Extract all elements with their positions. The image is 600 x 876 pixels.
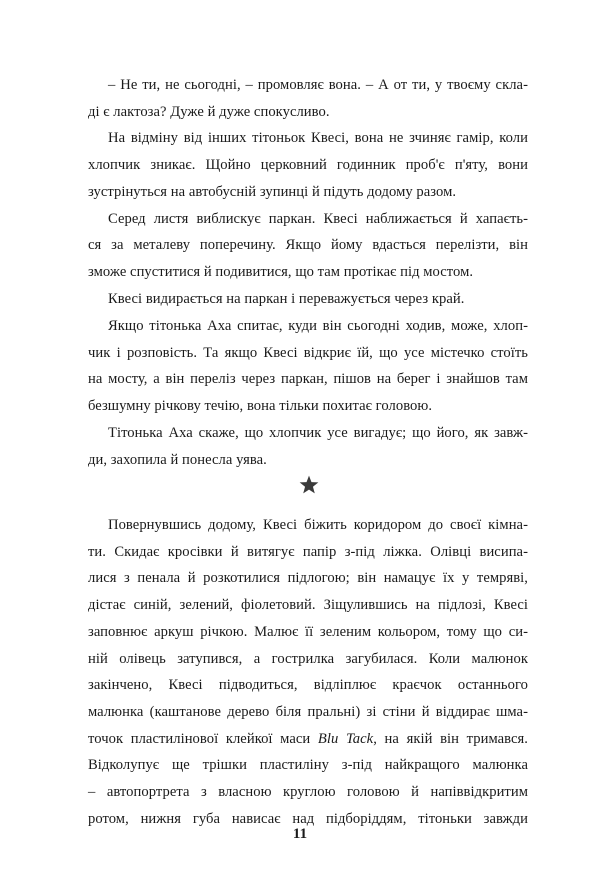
text-line: Квесі видирається на паркан і переважується через край. xyxy=(108,290,465,307)
text-line: Тітонька Аха скаже, що хлопчик усе вигадує; що його, як завж- xyxy=(108,424,528,441)
text-line: ди, захопила й понесла уява. xyxy=(88,451,267,468)
text-line: на мосту, а він переліз через паркан, пішов на берег і знайшов там xyxy=(88,371,528,388)
text-line: На відміну від інших тітоньок Квесі, вона не зчиняє гамір, коли xyxy=(108,130,528,147)
text-line: хлопчик зникає. Щойно церковний годинник проб'є п'яту, вони xyxy=(88,157,528,174)
text-line: ся за металеву поперечину. Якщо йому вдасться перелізти, він xyxy=(88,237,528,254)
text-line: ді є лактоза? Дуже й дуже спокусливо. xyxy=(88,103,330,120)
text-line: – Не ти, не сьогодні, – промовляє вона. – А от ти, у твоєму скла- xyxy=(108,77,528,93)
text-line: закінчено, Квесі підводиться, відліплює краєчок останнього xyxy=(88,677,528,694)
italic-term: Blu Tack xyxy=(317,730,374,747)
text-line: ти. Скидає кросівки й витягує папір з-під ліжка. Олівці висипа- xyxy=(88,543,528,560)
text-line: чик і розповість. Та якщо Квесі відкриє їй, що усе містечко стоїть xyxy=(88,344,528,361)
text-segment: точок пластилінової клейкої маси xyxy=(88,730,318,747)
text-line: заповнює аркуш річкою. Малює її зеленим кольором, тому що си- xyxy=(88,623,528,640)
text-line: ротом, нижня губа нависає над підборіддям, тітоньки завжди xyxy=(88,810,528,827)
text-line: Повернувшись додому, Квесі біжить коридором до своєї кімна- xyxy=(108,517,528,533)
text-line-italic-mixed xyxy=(88,726,528,753)
text-line: дістає синій, зелений, фіолетовий. Зіщулившись на підлозі, Квесі xyxy=(88,597,528,614)
text-line: – автопортрета з власною круглою головою й напіввідкритим xyxy=(88,784,528,801)
text-line: лися з пенала й розкотилися підлогою; він намацує їх у темряві, xyxy=(88,570,528,587)
star-icon xyxy=(298,474,320,496)
text-line: Якщо тітонька Аха спитає, куди він сьогодні ходив, може, хлоп- xyxy=(108,318,528,334)
text-block-1 xyxy=(88,72,528,312)
text-block-3 xyxy=(88,512,528,832)
page-number: 11 xyxy=(292,826,308,842)
text-segment: , на якій він тримався. xyxy=(373,730,529,747)
text-line: безшумну річкову течію, вона тільки похитає головою. xyxy=(88,398,433,415)
text-line: ній олівець затупився, а гострилка загубилася. Коли малюнок xyxy=(88,650,528,667)
text-line: зможе спуститися й подивитися, що там протікає під мостом. xyxy=(88,263,474,280)
text-line: малюнка (каштанове дерево біля пральні) зі стіни й віддирає шма- xyxy=(88,703,528,720)
text-line: Серед листя виблискує паркан. Квесі наближається й хапаєть- xyxy=(108,210,528,227)
text-line: зустрінуться на автобусній зупинці й підуть додому разом. xyxy=(88,183,457,200)
text-line: Відколупує ще трішки пластиліну з-під найкращого малюнка xyxy=(88,757,528,774)
text-block-2 xyxy=(88,313,528,473)
